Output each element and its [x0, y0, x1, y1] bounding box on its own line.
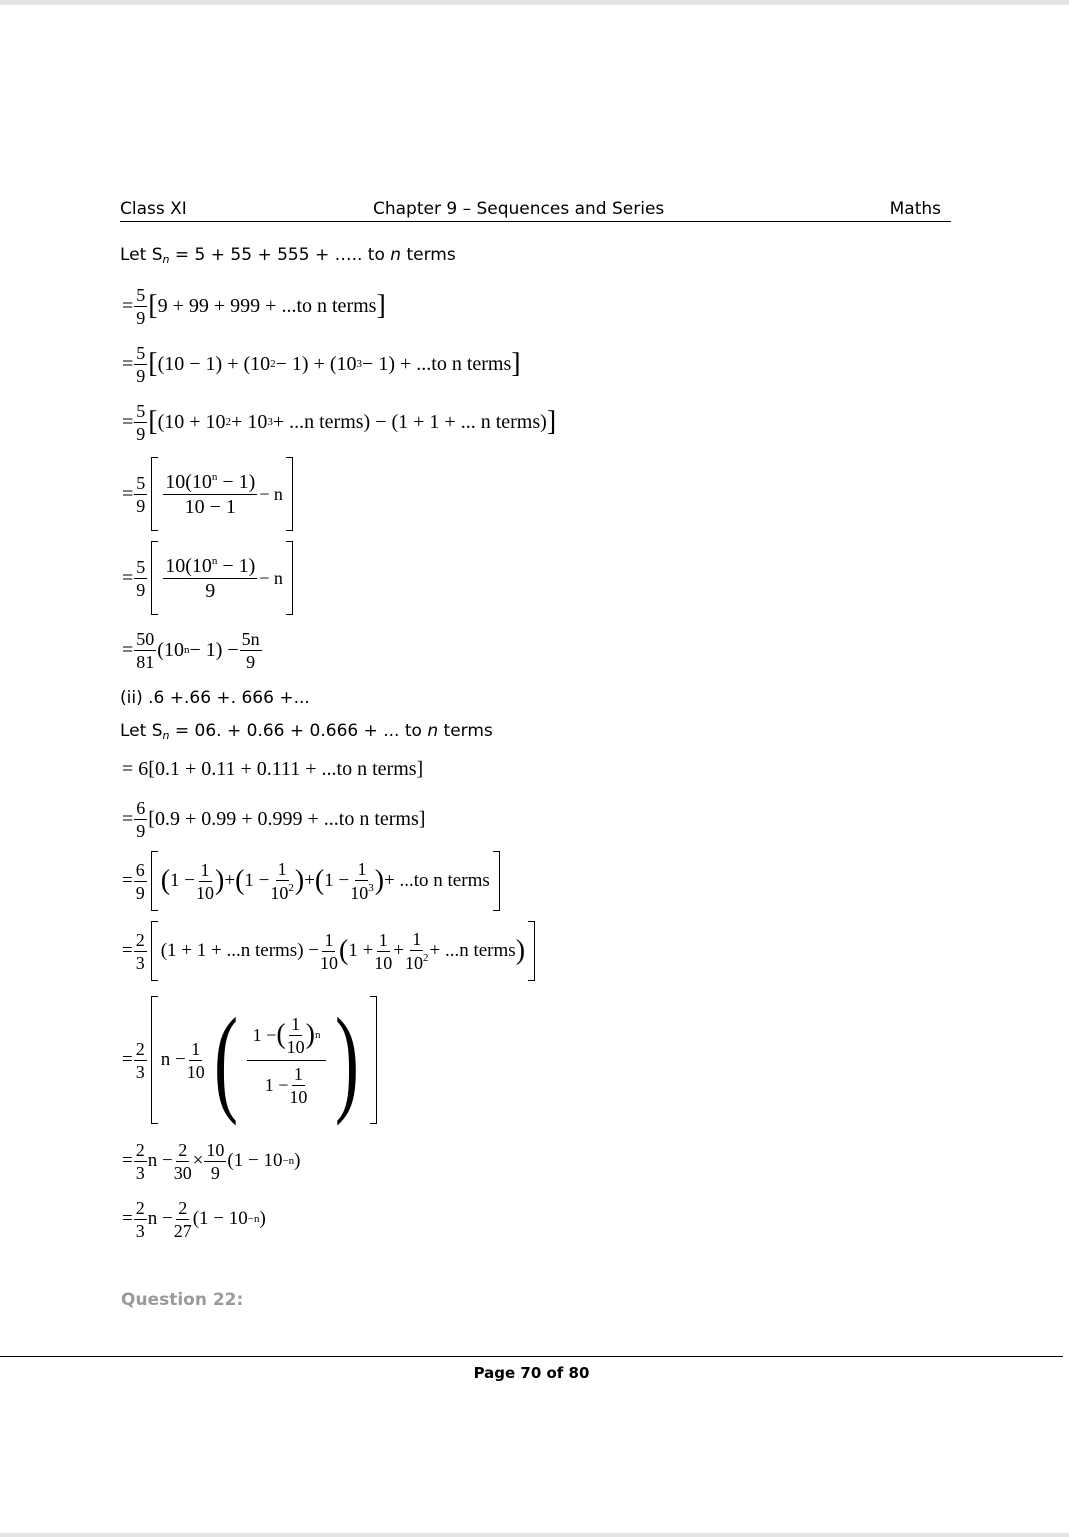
fraction [134, 1141, 147, 1182]
paren: ) [294, 865, 305, 896]
equals: = [122, 294, 134, 317]
denominator: 9 [136, 307, 146, 328]
fraction [287, 1015, 305, 1056]
exponent: 2 [288, 882, 294, 894]
fraction [134, 344, 147, 385]
expression: + [393, 940, 404, 961]
denominator: 10 [289, 1086, 308, 1107]
exponent: 3 [368, 882, 374, 894]
numerator: 1 [324, 929, 334, 950]
left-bracket [151, 996, 158, 1124]
denominator: 10 [319, 952, 338, 973]
fraction [289, 1065, 307, 1106]
numerator: 10 [206, 1139, 225, 1160]
denominator: 10 [186, 1061, 205, 1082]
exponent: n [211, 470, 218, 483]
expression: − 1) [217, 554, 256, 577]
expression: (1 − 10 [192, 1208, 248, 1229]
bracket: [ [148, 406, 158, 437]
denominator: 9 [136, 495, 146, 516]
numerator: 5n [241, 628, 260, 649]
numerator: 5 [136, 342, 146, 363]
exponent: 3 [356, 358, 363, 370]
fraction [134, 558, 147, 599]
right-bracket [493, 851, 500, 911]
exponent: −n [282, 1155, 295, 1167]
denominator: 9 [136, 820, 146, 841]
expression: (1 − 10 [227, 1150, 283, 1171]
exponent: n [314, 1028, 321, 1041]
fraction [405, 930, 429, 972]
header-subject: Maths [889, 199, 941, 219]
paren: ( [338, 935, 349, 966]
denominator: 10 [374, 952, 393, 973]
part-ii-title: (ii) .6 +.66 +. 666 +... [120, 688, 310, 708]
right-bracket [286, 457, 293, 531]
numerator: 2 [135, 1038, 145, 1059]
denominator: 9 [210, 1162, 220, 1183]
numerator: 5 [136, 284, 146, 305]
equals: = [122, 566, 134, 589]
denominator: 3 [135, 1220, 145, 1241]
left-bracket [151, 921, 158, 981]
fraction [204, 1141, 226, 1182]
fraction [134, 630, 156, 671]
part-i-intro [120, 245, 456, 266]
numerator [163, 472, 257, 495]
fraction [174, 1199, 192, 1240]
numerator: 2 [135, 1197, 145, 1218]
left-bracket [151, 541, 158, 615]
expression: (10 + 10 [157, 410, 226, 433]
expression: 1 − [170, 870, 196, 891]
denominator: 81 [136, 651, 155, 672]
denominator: 10 [286, 1036, 305, 1057]
intro-text: Let S [120, 721, 163, 741]
numerator: 2 [178, 1197, 188, 1218]
part-ii-step-6 [122, 1136, 301, 1186]
numerator: 1 [357, 859, 367, 879]
numerator [163, 556, 257, 579]
part-ii-step-5 [122, 995, 380, 1125]
paren: ( [276, 1019, 286, 1050]
denominator: 9 [136, 579, 146, 600]
equals: = [122, 352, 134, 375]
right-bracket [528, 921, 535, 981]
footer-divider [0, 1356, 1063, 1357]
fraction [374, 931, 392, 972]
expression: + ...to n terms [384, 870, 490, 891]
paren: ) [374, 865, 385, 896]
numerator: 5 [136, 400, 146, 421]
numerator: 1 [291, 1013, 301, 1034]
expression: 1 − [244, 870, 270, 891]
expression: [0.9 + 0.99 + 0.999 + ...to n terms] [148, 807, 426, 830]
denominator: 10 [196, 882, 215, 903]
paren: ) [335, 993, 360, 1126]
expression: − 1) + ...to n terms [362, 352, 512, 375]
expression: 10 [350, 883, 369, 903]
intro-n: n [390, 245, 402, 265]
intro-text: terms [438, 721, 493, 741]
expression: 1 + [348, 940, 374, 961]
paren: ( [213, 993, 238, 1126]
bracket: [ [148, 290, 158, 321]
expression: 1 − [252, 1025, 277, 1045]
numerator: 2 [135, 1139, 145, 1160]
denominator: 30 [173, 1162, 192, 1183]
numerator: 5 [136, 472, 146, 493]
page-number: Page 70 of 80 [473, 1364, 590, 1382]
fraction [270, 860, 294, 902]
expression: − 1) [217, 470, 256, 493]
bracket: ] [546, 406, 557, 437]
expression: − 1) + (10 [275, 352, 357, 375]
left-bracket [151, 851, 158, 911]
expression: ) [259, 1208, 266, 1229]
denominator: 3 [135, 1162, 145, 1183]
numerator: 1 [412, 929, 422, 949]
viewer-top-border [0, 0, 1069, 5]
expression: 10 [405, 953, 423, 973]
header-chapter: Chapter 9 – Sequences and Series [373, 199, 665, 219]
numerator: 1 [191, 1038, 201, 1059]
fraction [134, 799, 147, 840]
expression: 1 − [324, 870, 350, 891]
numerator: 2 [178, 1139, 188, 1160]
expression: 10 [270, 883, 289, 903]
fraction [196, 861, 214, 902]
expression: (10 [157, 638, 184, 661]
denominator [405, 951, 429, 972]
paren: ) [305, 1019, 315, 1050]
expression: 1 − [264, 1075, 289, 1095]
paren: ) [515, 935, 526, 966]
fraction [134, 402, 147, 443]
expression: n − [160, 1049, 186, 1070]
expression: + ...n terms [429, 940, 516, 961]
part-ii-step-2 [122, 795, 425, 843]
expression: + [304, 870, 315, 891]
exponent: n [183, 644, 190, 656]
denominator: 3 [135, 1061, 145, 1082]
part-i-step-3 [122, 398, 556, 446]
intro-text: terms [401, 245, 456, 265]
fraction [134, 931, 147, 972]
denominator: 3 [135, 952, 145, 973]
intro-text: Let S [120, 245, 163, 265]
paren: ( [314, 865, 325, 896]
expression: − n [259, 567, 283, 588]
right-bracket [286, 541, 293, 615]
part-i-step-2 [122, 340, 521, 388]
part-i-step-5 [122, 540, 296, 616]
numerator: 5 [136, 556, 146, 577]
subscript: n [162, 253, 170, 266]
expression: n − [147, 1150, 173, 1171]
intro-n: n [427, 721, 439, 741]
equals: = [122, 410, 134, 433]
right-bracket [370, 996, 377, 1124]
expression: − n [259, 483, 283, 504]
numerator: 6 [136, 797, 146, 818]
expression: × [192, 1150, 204, 1171]
exponent: n [211, 554, 218, 567]
part-ii-step-7 [122, 1194, 266, 1244]
numerator: 1 [293, 1063, 303, 1084]
equals: = [122, 870, 133, 891]
part-i-step-6 [122, 624, 263, 676]
exponent: 2 [225, 416, 232, 428]
exponent: 2 [270, 358, 276, 370]
numerator [247, 1015, 327, 1061]
denominator: 9 [135, 882, 145, 903]
denominator: 27 [173, 1220, 192, 1241]
expression: + ...n terms) − (1 + 1 + ... n terms) [272, 410, 547, 433]
numerator: 6 [135, 859, 145, 880]
fraction [162, 556, 258, 601]
header-class: Class XI [120, 199, 187, 219]
bracket: ] [511, 348, 521, 379]
exponent: 3 [267, 416, 273, 428]
paren: ) [215, 865, 225, 896]
expression: − 1) − [189, 638, 239, 661]
fraction [174, 1141, 192, 1182]
numerator: 1 [200, 859, 210, 880]
numerator: 2 [135, 929, 145, 950]
part-ii-step-4 [122, 920, 538, 982]
expression: + 10 [231, 410, 268, 433]
expression: (1 + 1 + ...n terms) − [160, 940, 319, 961]
numerator: 1 [277, 859, 287, 879]
denominator [270, 881, 294, 902]
bracket: ] [376, 290, 386, 321]
fraction [240, 630, 262, 671]
part-i-step-4 [122, 456, 296, 532]
fraction [134, 1040, 147, 1081]
exponent: 2 [423, 952, 429, 964]
part-ii-step-3 [122, 850, 503, 912]
part-ii-intro [120, 721, 493, 742]
fraction [134, 861, 147, 902]
expression: + [224, 870, 236, 891]
expression: ) [294, 1150, 301, 1171]
denominator: 9 [246, 651, 256, 672]
fraction [134, 286, 147, 327]
equals: = [122, 638, 134, 661]
expression: 10(10 [165, 470, 212, 493]
page-header [120, 199, 951, 222]
viewer-bottom-border [0, 1533, 1069, 1537]
next-question-heading: Question 22: [121, 1290, 244, 1310]
equals: = [122, 1208, 133, 1229]
exponent: −n [247, 1213, 260, 1225]
fraction [162, 472, 258, 517]
fraction [187, 1040, 205, 1081]
equals: = [122, 807, 134, 830]
left-bracket [151, 457, 158, 531]
intro-text: = 5 + 55 + 555 + ….. to [169, 245, 391, 265]
expression: 9 + 99 + 999 + ...to n terms [157, 294, 377, 317]
fraction [134, 474, 147, 515]
fraction [247, 1015, 327, 1106]
denominator [350, 881, 374, 902]
expression: 10(10 [165, 554, 212, 577]
intro-text: = 06. + 0.66 + 0.666 + ... to [169, 721, 428, 741]
expression: = 6[0.1 + 0.11 + 0.111 + ...to n terms] [122, 757, 424, 780]
paren: ( [160, 865, 171, 896]
equals: = [122, 482, 134, 505]
denominator: 9 [205, 579, 216, 602]
numerator: 50 [136, 628, 155, 649]
expression: (10 − 1) + (10 [157, 352, 271, 375]
equals: = [122, 940, 133, 961]
denominator: 9 [136, 423, 146, 444]
paren: ( [235, 865, 245, 896]
equals: = [122, 1150, 133, 1171]
expression: n − [147, 1208, 173, 1229]
part-i-step-1 [122, 282, 386, 330]
denominator: 10 − 1 [184, 495, 236, 518]
bracket: [ [148, 348, 158, 379]
subscript: n [162, 729, 170, 742]
denominator: 9 [136, 365, 146, 386]
fraction [350, 860, 374, 902]
numerator: 1 [378, 929, 388, 950]
fraction [134, 1199, 147, 1240]
denominator [265, 1061, 309, 1106]
equals: = [122, 1049, 133, 1070]
part-ii-step-1 [122, 754, 423, 784]
fraction [320, 931, 338, 972]
